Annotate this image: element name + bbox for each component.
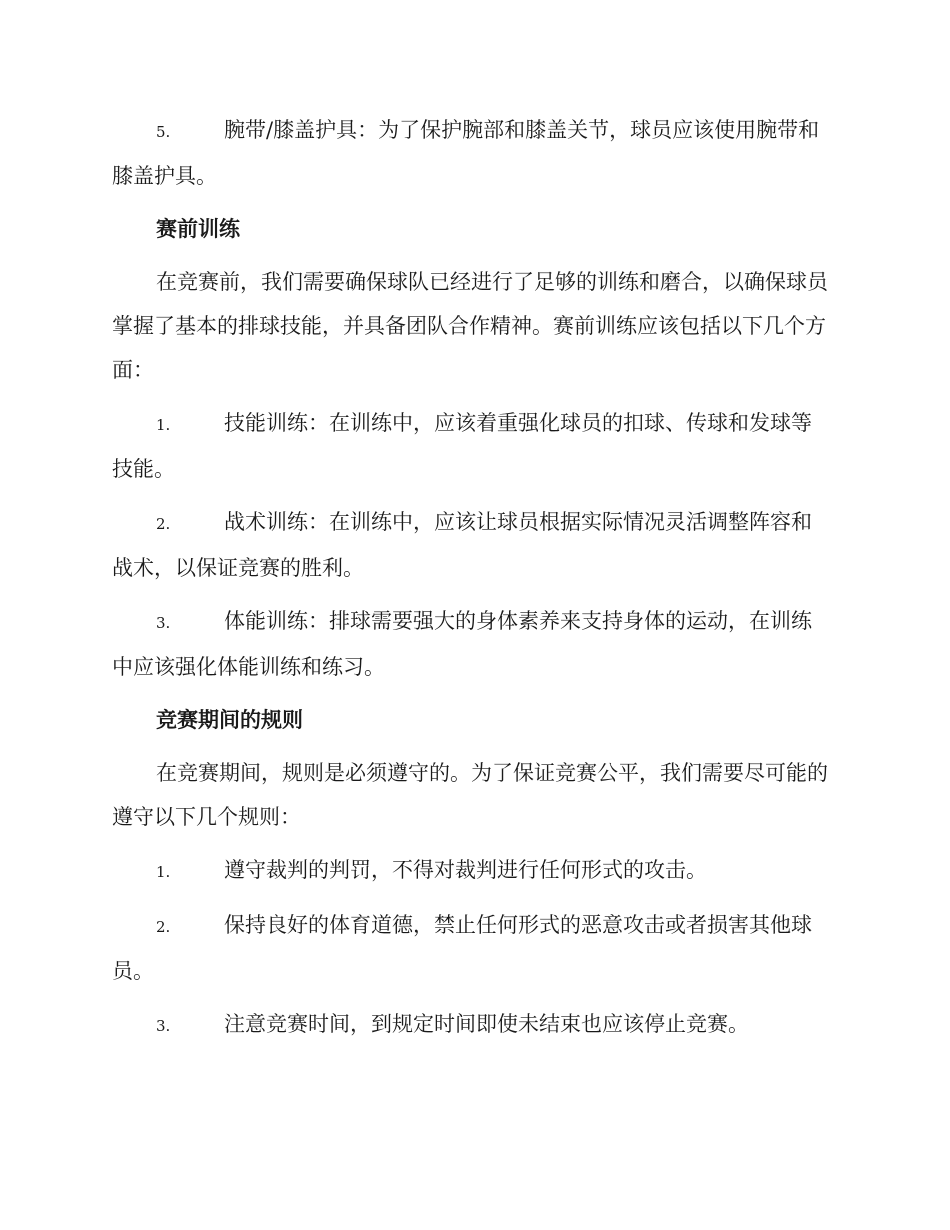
list-number: 3. [156,614,171,632]
list-number: 3. [156,1017,171,1035]
list-number: 1. [156,863,171,881]
list-item-wristband [112,108,832,198]
list-text: 战术训练：在训练中，应该让球员根据实际情况灵活调整阵容和战术，以保证竞赛的胜利。 [112,510,812,580]
list-number: 5. [156,123,171,141]
list-item-time-rule [112,1002,832,1048]
section-heading-pre-match-training: 赛前训练 [156,216,240,241]
list-item-skill-training [112,401,832,491]
list-text: 注意竞赛时间，到规定时间即使未结束也应该停止竞赛。 [224,1012,749,1036]
document-body [112,108,832,1057]
paragraph-match-rules-intro: 在竞赛期间，规则是必须遵守的。为了保证竞赛公平，我们需要尽可能的遵守以下几个规则： [112,761,828,829]
list-text: 遵守裁判的判罚，不得对裁判进行任何形式的攻击。 [224,858,707,882]
list-item-fitness-training [112,599,832,689]
list-number: 2. [156,918,171,936]
list-text: 体能训练：排球需要强大的身体素养来支持身体的运动，在训练中应该强化体能训练和练习。 [112,609,812,679]
list-text: 技能训练：在训练中，应该着重强化球员的扣球、传球和发球等技能。 [112,411,812,481]
list-item-tactical-training [112,500,832,590]
list-text: 腕带/膝盖护具：为了保护腕部和膝盖关节，球员应该使用腕带和膝盖护具。 [112,118,820,188]
section-heading-match-rules: 竞赛期间的规则 [156,707,303,732]
paragraph-pre-match-intro: 在竞赛前，我们需要确保球队已经进行了足够的训练和磨合，以确保球员掌握了基本的排球技能，并具备团队合作精神。赛前训练应该包括以下几个方面： [112,270,828,382]
list-item-referee-rule [112,848,832,894]
list-item-sportsmanship-rule [112,903,832,993]
list-number: 1. [156,416,171,434]
list-number: 2. [156,515,171,533]
list-text: 保持良好的体育道德，禁止任何形式的恶意攻击或者损害其他球员。 [112,913,812,983]
